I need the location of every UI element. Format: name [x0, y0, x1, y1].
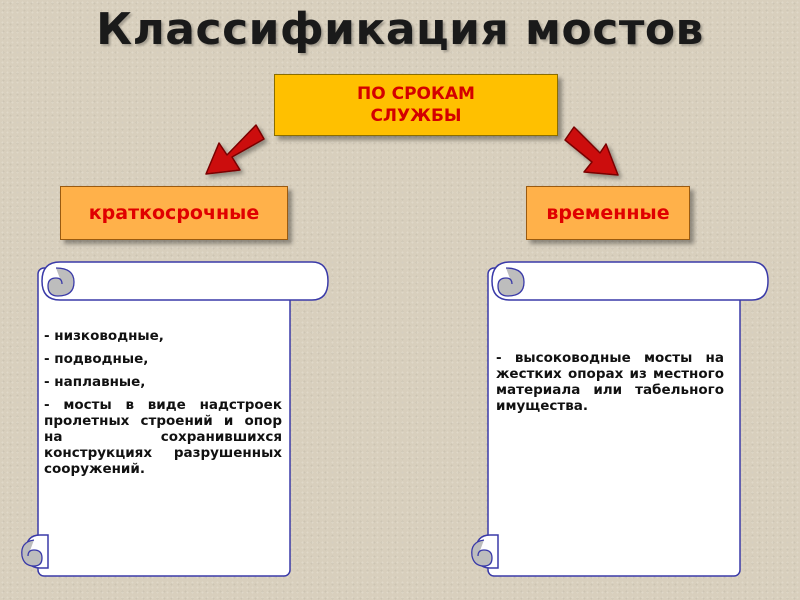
category-short-term-box: [60, 186, 288, 240]
short-term-item-list: [44, 328, 282, 484]
root-node-label-line2: СЛУЖБЫ: [370, 106, 462, 126]
list-item: - высоководные мосты на жестких опорах из местного материала или табельного имущества.: [496, 350, 724, 414]
category-temporary-box: [526, 186, 690, 240]
category-short-term-label: краткосрочные: [88, 202, 260, 224]
root-node-label-line1: ПО СРОКАМ: [357, 84, 475, 104]
list-item: - мосты в виде надстроек пролетных строений и опор на сохранившихся конструкциях разрушенных сооружений.: [44, 397, 282, 477]
list-item: - подводные,: [44, 351, 149, 367]
temporary-item-list: [496, 350, 724, 421]
list-item: - наплавные,: [44, 374, 146, 390]
list-item: - низководные,: [44, 328, 164, 344]
category-temporary-label: временные: [546, 202, 670, 224]
arrow-left-icon: [206, 125, 264, 174]
page-title: Классификация мостов: [96, 4, 704, 55]
arrow-right-icon: [565, 127, 618, 175]
